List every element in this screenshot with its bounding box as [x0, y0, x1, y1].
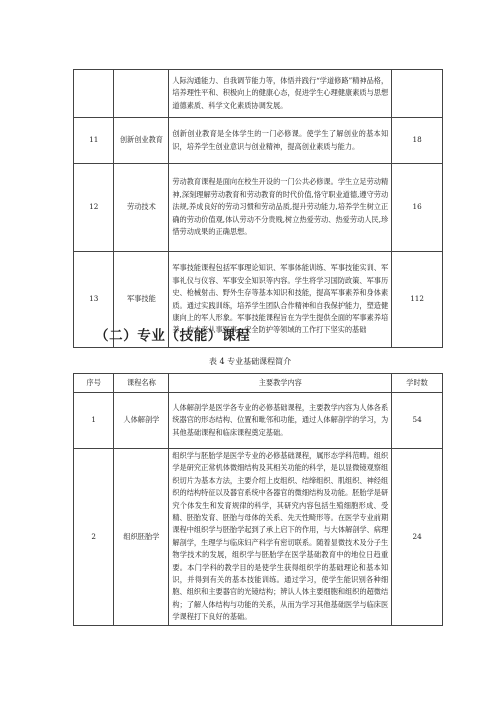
table-row: [74, 118, 443, 164]
table-row: [74, 393, 443, 449]
row-number: 2: [74, 449, 114, 626]
course-hours: 54: [392, 393, 443, 449]
header-content: 主要教学内容: [169, 374, 392, 393]
course-content: 劳动教育课程是面向在校生开设的一门公共必修课。学生立足劳动精神,深刻理解劳动教育和劳动教育的时代价值,恪守职业道德,遵守劳动法规,养成良好的劳动习惯和劳动品质,提升劳动能力,培养学生树立正确的劳动价值观,体认劳动不分贵贱,树立热爱劳动、热爱劳动人民,珍惜劳动成果的正确思想。: [169, 164, 392, 252]
row-number: 12: [74, 164, 114, 252]
header-no: 序号: [74, 374, 114, 393]
row-number: [74, 70, 114, 118]
course-hours: [392, 70, 443, 118]
course-hours: 18: [392, 118, 443, 164]
header-name: 课程名称: [114, 374, 169, 393]
table-row: [74, 70, 443, 118]
row-number: 11: [74, 118, 114, 164]
course-hours: 16: [392, 164, 443, 252]
course-content: 军事技能课程包括军事理论知识、军事体能训练、军事技能实训、军事礼仪与仪容、军事安全知识等内容。学生将学习国防政策、军事历史、枪械射击、野外生存等基本知识和技能，提高军事素养和身体素质。通过实践训练，培养学生团队合作精神和自我保护能力，塑造健康向上的军人形象。军事技能课程旨在为学生提供全面的军事素养培养，为未来从事军事、安全防护等领域的工作打下坚实的基础: [169, 252, 392, 348]
header-hours: 学时数: [392, 374, 443, 393]
course-name: 创新创业教育: [114, 118, 169, 164]
course-name: [114, 70, 169, 118]
table-header-row: [74, 374, 443, 393]
course-name: 劳动技术: [114, 164, 169, 252]
course-content: 创新创业教育是全体学生的一门必修课。使学生了解创业的基本知识，培养学生创业意识与创业精神，提高创业素质与能力。: [169, 118, 392, 164]
course-name: 组织胚胎学: [114, 449, 169, 626]
course-name: 人体解剖学: [114, 393, 169, 449]
section-title: （二）专业（技能）课程: [95, 328, 251, 344]
course-name: 军事技能: [114, 252, 169, 348]
course-content: 人际沟通能力、自我调节能力等，体悟并践行“学道修路”精神品格，培养理性平和、积极向上的健康心态，促进学生心理健康素质与思想道德素质、科学文化素质协调发展。: [169, 70, 392, 118]
table-row: [74, 164, 443, 252]
course-hours: 112: [392, 252, 443, 348]
course-table-continued: [73, 69, 443, 348]
course-content: 组织学与胚胎学是医学专业的必修基础课程，属形态学科范畴。组织学是研究正常机体微细结构及其相关功能的科学，是以显微镜观察组织切片为基本方法，主要介绍上皮组织、结缔组织、肌组织、神经组织的结构特征以及器官系统中各器官的微细结构及功能。胚胎学是研究个体发生和发育规律的科学，其研究内容包括生殖细胞形成、受精、胚胎发育、胚胎与母体的关系、先天性畸形等。在医学专业前期课程中组织学与胚胎学起到了承上启下的作用，与大体解剖学、病理解剖学，生理学与临床妇产科学有密切联系。随着显微技术及分子生物学技术的发展，组织学与胚胎学在医学基础教育中的地位日趋重要。本门学科的教学目的是使学生获得组织学的基础理论和基本知识，并得到有关的基本技能训练。通过学习，使学生能识别各种细胞、组织和主要器官的光镜结构；辨认人体主要细胞和组织的超微结构；了解人体结构与功能的关系，从而为学习其他基础医学与临床医学课程打下良好的基础。: [169, 449, 392, 626]
professional-course-table: [73, 373, 443, 626]
row-number: 13: [74, 252, 114, 348]
course-content: 人体解剖学是医学各专业的必修基础课程，主要教学内容为人体各系统器官的形态结构、位置和毗邻和功能，通过人体解剖学的学习，为其他基础课程和临床课程奠定基础。: [169, 393, 392, 449]
table-caption: 表 4 专业基础课程简介: [208, 357, 292, 366]
course-hours: 24: [392, 449, 443, 626]
row-number: 1: [74, 393, 114, 449]
table-row: [74, 449, 443, 626]
